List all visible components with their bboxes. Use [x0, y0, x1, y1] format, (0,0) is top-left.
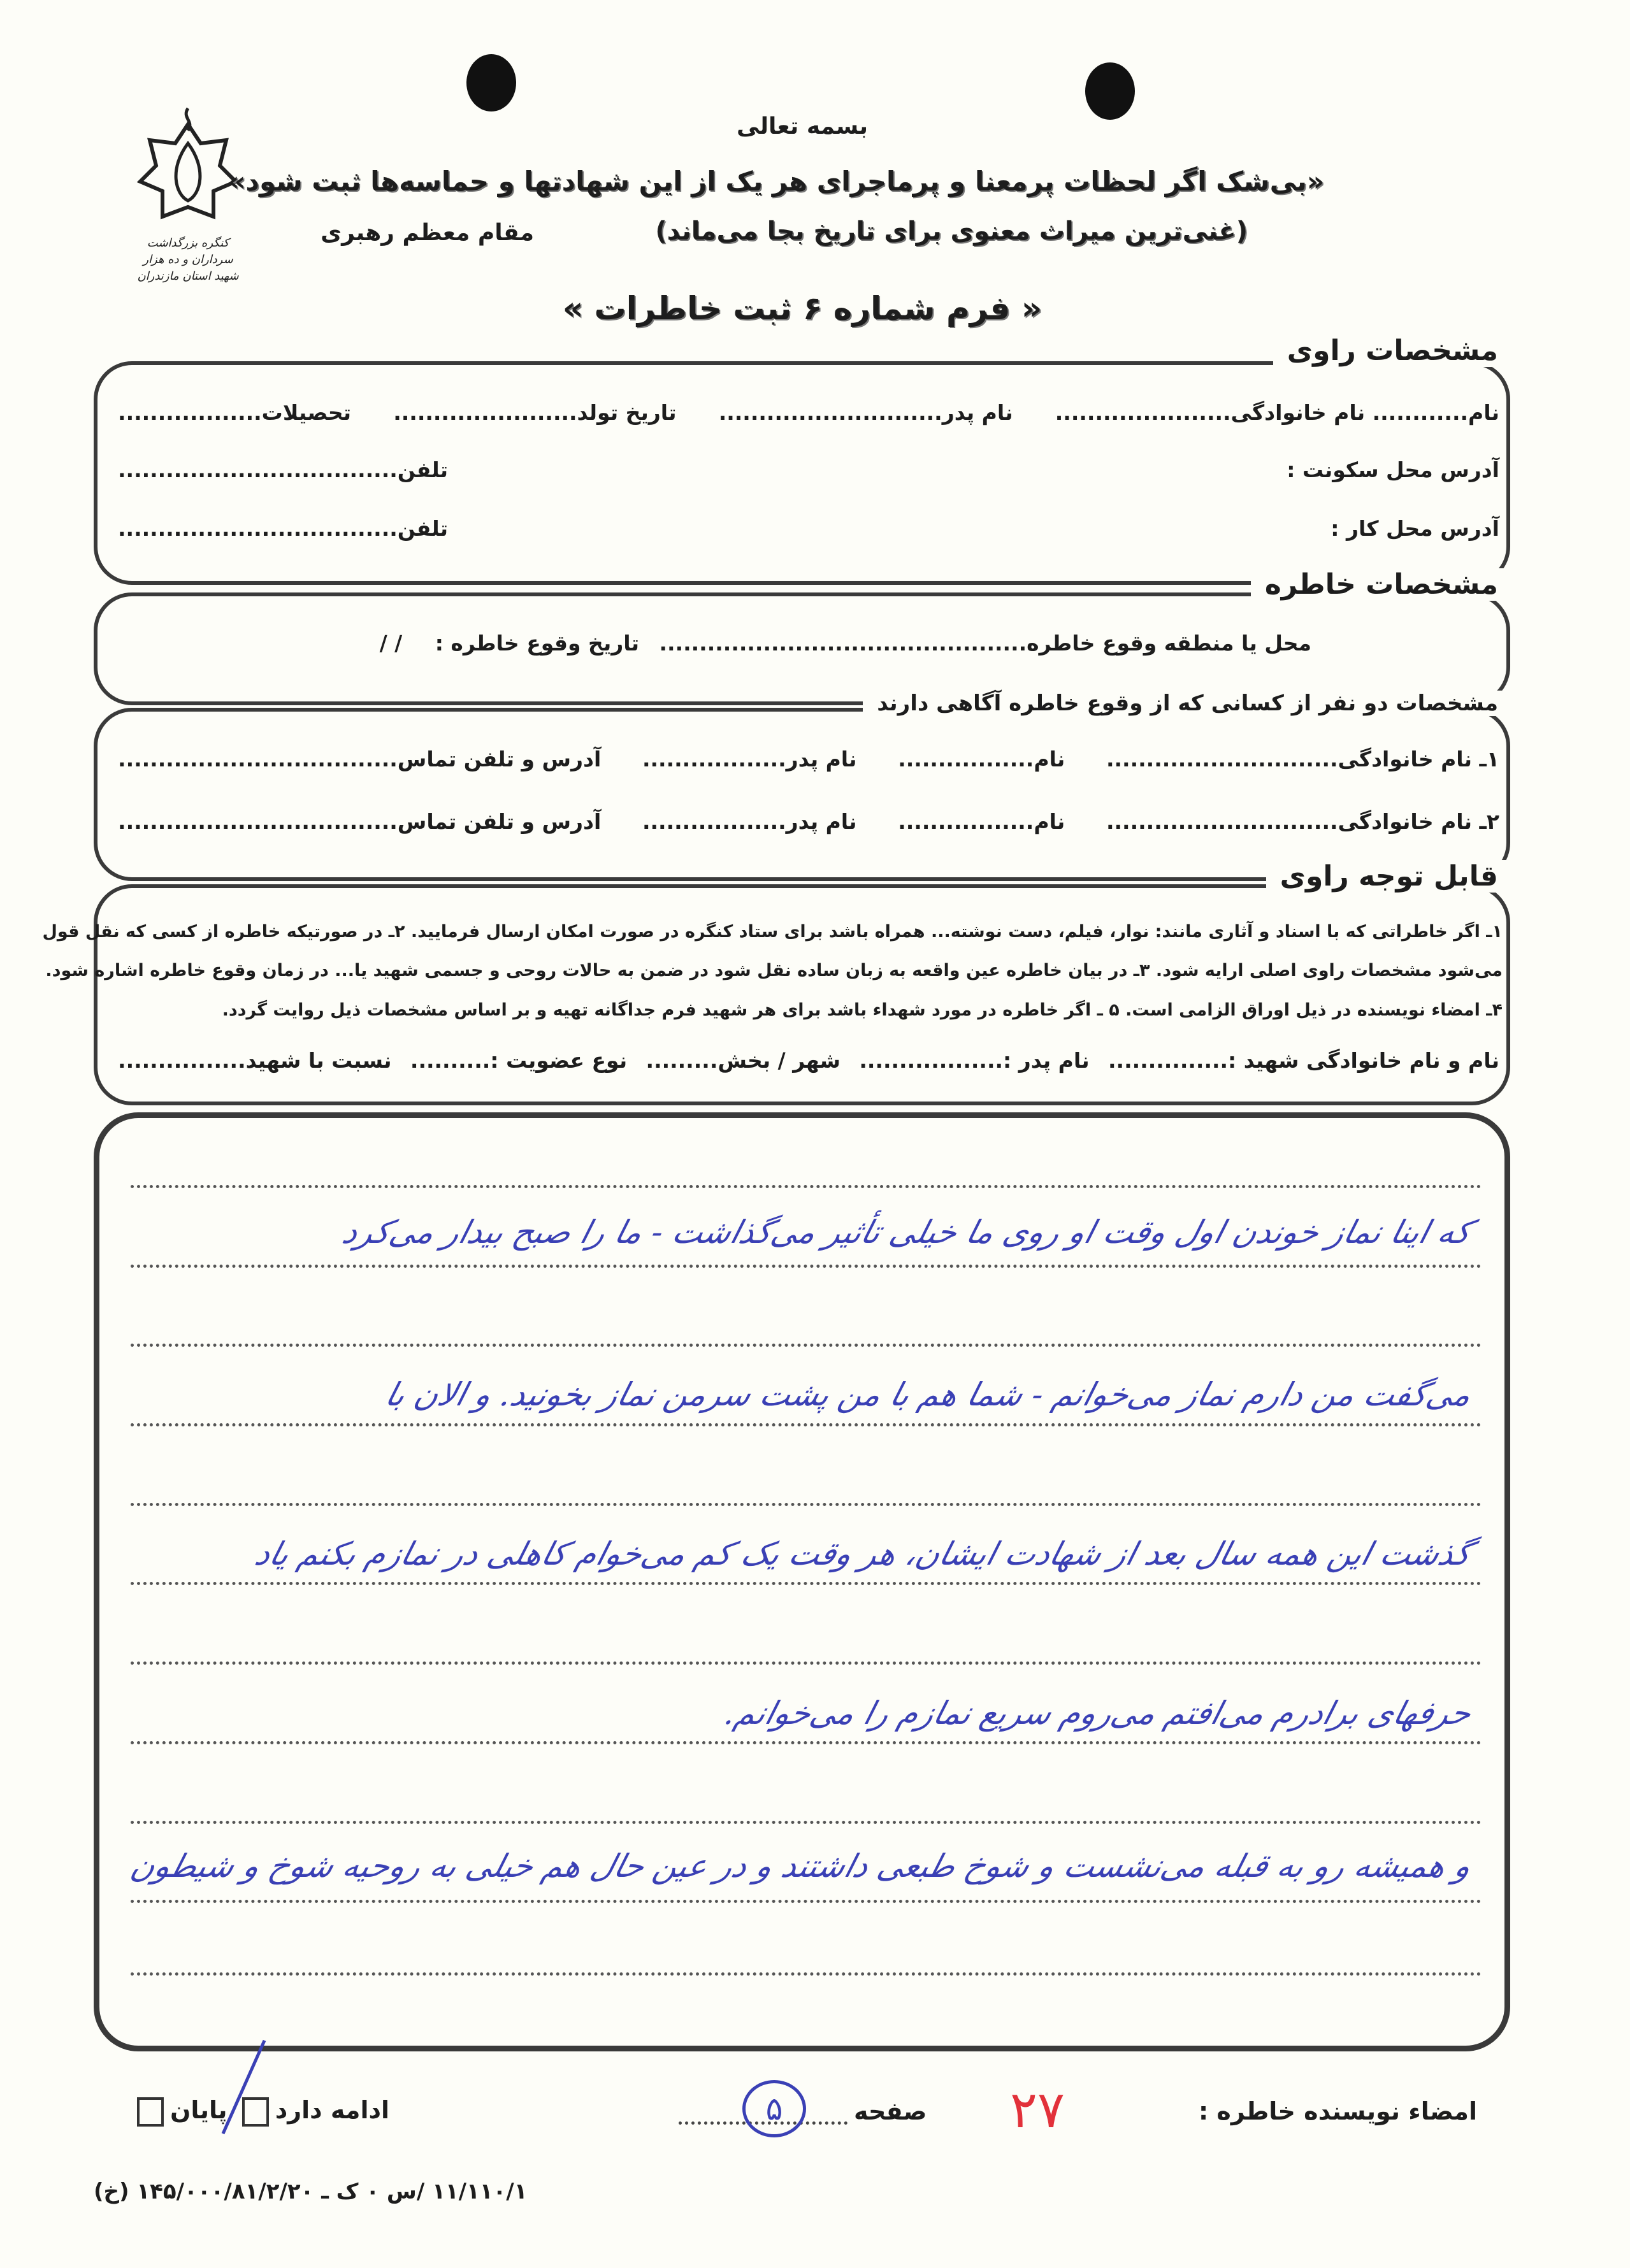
check-mark-icon — [221, 2039, 266, 2134]
narrator-row-3 — [118, 516, 1499, 541]
ruled-line — [131, 1821, 1482, 1824]
ruled-line — [131, 1185, 1482, 1188]
note-line-1: ۱ـ اگر خاطراتی که با اسناد و آثاری مانند: نوار، فیلم، دست نوشته... همراه باشد برای ستاد کنگره در صورت امکان ارسال فرمایید. ۲ـ در صورتیکه خاطره از کسی که نقل قول — [42, 922, 1503, 942]
martyr-father-field[interactable]: نام پدر :.................. — [859, 1048, 1090, 1073]
page-number-value: ۵ — [765, 2090, 783, 2127]
father-name-field[interactable]: نام پدر............................ — [718, 400, 1013, 425]
birth-date-field[interactable]: تاریخ تولد....................... — [393, 400, 677, 425]
end-label: پایان — [170, 2096, 227, 2124]
invocation: بسمه تعالی — [737, 113, 868, 140]
witness-2-family[interactable]: ۲ـ نام خانوادگی............................. — [1106, 809, 1499, 834]
ruled-line — [131, 1344, 1482, 1347]
end-checkbox[interactable] — [137, 2097, 164, 2127]
continues-label: ادامه دارد — [275, 2096, 390, 2124]
memory-date-label: تاریخ وقوع خاطره : — [435, 631, 639, 656]
witness-row-1 — [118, 747, 1499, 772]
home-address-field[interactable]: آدرس محل سکونت : — [1287, 457, 1499, 482]
relation-field[interactable]: نسبت با شهید................ — [118, 1048, 392, 1073]
ruled-line — [131, 1972, 1482, 1976]
membership-type-field[interactable]: نوع عضویت :.......... — [410, 1048, 628, 1073]
memory-place-field[interactable]: محل یا منطقه وقوع خاطره.............................................. — [659, 631, 1311, 656]
leader-quote-continued: (غنی‌ترین میراث معنوی برای تاریخ بجا می‌ماند) — [655, 217, 1248, 246]
narrator-heading: مشخصات راوی — [1273, 334, 1512, 367]
education-field[interactable]: تحصیلات.................. — [118, 400, 352, 425]
quote-attribution: مقام معظم رهبری — [321, 220, 534, 246]
note-line-2: می‌شود مشخصات راوی اصلی ارایه شود. ۳ـ در بیان خاطره عین واقعه به زبان ساده نقل شود در ضمن به حالات روحی و جسمی شهید یا... در زمان وقوع خاطره اشاره شود. — [45, 961, 1503, 980]
logo-caption: کنگره بزرگداشت سرداران و ده هزار شهید استان مازندران — [137, 236, 239, 283]
handwritten-line-1: که اینا نماز خوندن اول وقت او روی ما خیلی تأثیر می‌گذاشت - ما را صبح بیدار می‌کرد — [338, 1214, 1476, 1251]
witnesses-section — [94, 708, 1510, 881]
martyr-name-field[interactable]: نام و نام خانوادگی شهید :............... — [1108, 1048, 1499, 1073]
witness-2-contact[interactable]: آدرس و تلفن تماس................................... — [118, 809, 602, 834]
memory-row — [380, 631, 1311, 656]
ruled-line — [131, 1900, 1482, 1903]
punch-hole-right — [1085, 62, 1135, 120]
leader-quote: «بی‌شک اگر لحظات پرمعنا و پرماجرای هر یک از این شهادتها و حماسه‌ها ثبت شود» — [228, 166, 1324, 197]
narrator-row-1 — [118, 400, 1499, 425]
memory-heading: مشخصات خاطره — [1251, 568, 1512, 601]
witness-2-name[interactable]: نام................. — [898, 809, 1065, 834]
ruled-line — [131, 1582, 1482, 1585]
notes-heading: قابل توجه راوی — [1266, 860, 1512, 893]
page-number-circled — [742, 2080, 806, 2137]
name-family-field[interactable]: نام............ نام خانوادگی...................... — [1055, 400, 1499, 425]
form-code: ۱۱/۱۱۰/۱ /س ۰ ک ـ ۱۴۵/۰۰۰/۸۱/۲/۲۰ (خ) — [94, 2179, 528, 2204]
continues-checkbox[interactable] — [242, 2097, 269, 2127]
witness-1-contact[interactable]: آدرس و تلفن تماس................................... — [118, 747, 602, 772]
status-checkboxes — [131, 2096, 389, 2127]
red-page-number: ۲۷ — [1010, 2080, 1065, 2139]
narrator-row-2 — [118, 457, 1499, 482]
memory-date-field[interactable]: / / — [379, 631, 403, 656]
handwritten-line-2: می‌گفت من دارم نماز می‌خوانم - شما هم با من پشت سرمن نماز بخونید. و الان با — [381, 1376, 1476, 1413]
ruled-line — [131, 1423, 1482, 1426]
witness-1-family[interactable]: ۱ـ نام خانوادگی............................. — [1106, 747, 1499, 772]
ruled-line — [131, 1265, 1482, 1268]
ruled-line — [131, 1503, 1482, 1506]
form-title: « فرم شماره ۶ ثبت خاطرات » — [562, 290, 1042, 327]
ruled-line — [131, 1662, 1482, 1665]
witness-2-father[interactable]: نام پدر.................. — [642, 809, 857, 834]
note-line-3: ۴ـ امضاء نویسنده در ذیل اوراق الزامی است. ۵ ـ اگر خاطره در مورد شهداء باشد برای هر شهید فرم جداگانه تهیه و بر اساس مشخصات ذیل روایت گردد. — [222, 1000, 1503, 1020]
punch-hole-left — [466, 54, 516, 111]
martyr-city-field[interactable]: شهر / بخش......... — [646, 1048, 840, 1073]
signature-label: امضاء نویسنده خاطره : — [1198, 2097, 1477, 2125]
work-phone-field[interactable]: تلفن................................... — [118, 516, 449, 541]
witness-row-2 — [118, 809, 1499, 834]
handwritten-line-3: گذشت این همه سال بعد از شهادت ایشان، هر وقت یک کم می‌خوام کاهلی در نمازم بکنم یاد — [251, 1535, 1476, 1572]
handwritten-line-5: و همیشه رو به قبله می‌نشست و شوخ طبعی داشتند و در عین حال هم خیلی به روحیه شوخ و شیطون — [127, 1848, 1476, 1884]
witness-1-name[interactable]: نام................. — [898, 747, 1065, 772]
work-address-field[interactable]: آدرس محل کار : — [1331, 516, 1499, 541]
witnesses-heading: مشخصات دو نفر از کسانی که از وقوع خاطره آگاهی دارند — [863, 691, 1512, 716]
page-label: صفحه — [854, 2097, 927, 2125]
handwritten-line-4: حرفهای برادرم می‌افتم می‌روم سریع نمازم را می‌خوانم. — [721, 1695, 1476, 1732]
martyr-row — [118, 1048, 1499, 1073]
ruled-line — [131, 1741, 1482, 1744]
witness-1-father[interactable]: نام پدر.................. — [642, 747, 857, 772]
home-phone-field[interactable]: تلفن................................... — [118, 457, 449, 482]
